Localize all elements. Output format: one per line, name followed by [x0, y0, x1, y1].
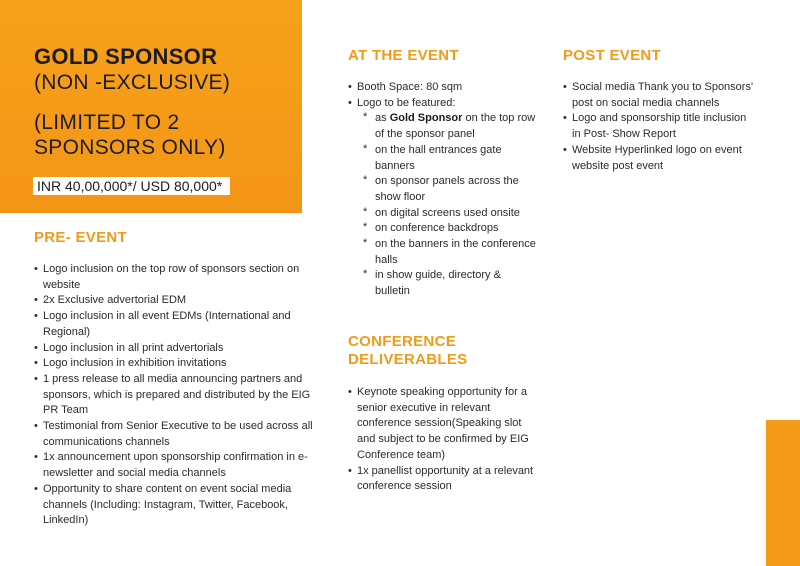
sub-list-item-text: in show guide, directory & bulletin: [375, 269, 501, 298]
bullet-icon: •: [34, 263, 38, 275]
list-item: [563, 111, 755, 142]
list-item: [563, 80, 755, 111]
bullet-icon: •: [348, 386, 352, 398]
asterisk-icon: *: [363, 221, 368, 234]
conference-heading: [348, 333, 467, 369]
list-item: [348, 96, 538, 300]
bullet-icon: •: [34, 357, 38, 370]
list-item-text: 1x announcement upon sponsorship confirmation in e-newsletter and social media channels: [43, 451, 308, 480]
asterisk-icon: *: [363, 268, 368, 281]
list-item-text: Social media Thank you to Sponsors' post on social media channels: [572, 81, 754, 109]
header-banner: [0, 0, 302, 213]
list-item-text: 1x panellist opportunity at a relevant conference session: [357, 464, 534, 493]
accent-bar: [766, 420, 800, 566]
list-item-text: 1 press release to all media announcing partners and sponsors, which is prepared and distributed by the EIG PR Team: [43, 372, 311, 417]
logo-intro: Logo to be featured:: [357, 96, 456, 109]
pre-event-heading: PRE- EVENT: [34, 229, 128, 246]
conference-list: [348, 385, 536, 495]
bullet-icon: •: [34, 482, 38, 495]
conference-heading-line2: DELIVERABLES: [348, 351, 468, 368]
conference-heading-line1: CONFERENCE: [348, 333, 457, 350]
bullet-icon: •: [34, 310, 38, 323]
list-item: [563, 143, 755, 174]
page-title: GOLD SPONSOR: [34, 44, 218, 69]
list-item-text: Keynote speaking opportunity for a senior executive in relevant conference session(Speaking slot and subject to be confirmed by EIG Conference team): [357, 386, 529, 461]
sub-list-item: [357, 268, 538, 299]
sub-list-item: [357, 221, 538, 237]
list-item-text: Opportunity to share content on event social media channels (Including: Instagram, Twitter, Facebook, LinkedIn): [43, 482, 292, 527]
sub-list-item-text: on sponsor panels across the show floor: [375, 175, 519, 203]
list-item-text: Logo inclusion in all print advertorials: [43, 341, 224, 354]
asterisk-icon: *: [363, 237, 368, 250]
bullet-icon: •: [34, 420, 38, 433]
list-item: [34, 293, 326, 309]
list-item-text: Testimonial from Senior Executive to be used across all communications channels: [43, 420, 313, 448]
at-event-heading: AT THE EVENT: [348, 47, 459, 64]
list-item: [348, 464, 536, 495]
list-item-text: Logo inclusion on the top row of sponsors section on website: [43, 263, 300, 291]
list-item-text: Logo and sponsorship title inclusion in Post- Show Report: [572, 112, 747, 141]
bullet-icon: •: [34, 451, 38, 464]
bullet-icon: •: [348, 81, 352, 93]
sub-list-item: [357, 111, 538, 142]
bullet-icon: •: [34, 341, 38, 354]
sub-list-item: [357, 206, 538, 222]
list-item: [348, 385, 536, 464]
list-item-text: Logo inclusion in exhibition invitations: [43, 357, 227, 370]
bullet-icon: •: [34, 294, 38, 307]
list-item: [34, 372, 326, 419]
sub-item-suffix: on the top row of the sponsor panel: [375, 112, 536, 141]
asterisk-icon: *: [363, 205, 368, 218]
sub-list-item: [357, 143, 538, 174]
pre-event-list: [34, 262, 326, 529]
bullet-icon: •: [34, 372, 38, 385]
sub-list-item-text: on digital screens used onsite: [375, 206, 520, 219]
post-event-heading: POST EVENT: [563, 47, 662, 64]
list-item-text: Website Hyperlinked logo on event website post event: [572, 143, 742, 172]
sub-list-item-text: on the banners in the conference halls: [375, 238, 536, 266]
sub-list-item: [357, 174, 538, 205]
list-item: [34, 419, 326, 450]
gold-sponsor-label: Gold Sponsor: [389, 112, 463, 125]
list-item: [34, 341, 326, 357]
bullet-icon: •: [563, 112, 567, 125]
list-item: [34, 482, 326, 529]
list-item: [34, 450, 326, 481]
sub-list-item: [357, 237, 538, 268]
price-badge: INR 40,00,000*/ USD 80,000*: [33, 177, 230, 195]
asterisk-icon: *: [363, 174, 368, 187]
sub-list-item-text: on conference backdrops: [375, 222, 499, 235]
asterisk-icon: *: [363, 142, 368, 155]
logo-placement-list: [357, 111, 538, 299]
list-item-text: 2x Exclusive advertorial EDM: [43, 294, 187, 307]
at-event-list: [348, 80, 538, 300]
list-item-text: Logo inclusion in all event EDMs (International and Regional): [43, 310, 291, 338]
bullet-icon: •: [563, 81, 567, 93]
list-item: [34, 356, 326, 372]
sponsor-limit: (LIMITED TO 2 SPONSORS ONLY): [34, 111, 226, 159]
sub-list-item-text: on the hall entrances gate banners: [375, 143, 502, 172]
sub-item-prefix: as: [375, 112, 390, 125]
post-event-list: [563, 80, 755, 174]
page-subtitle: (NON -EXCLUSIVE): [34, 71, 231, 94]
bullet-icon: •: [348, 96, 352, 109]
bullet-icon: •: [563, 143, 567, 156]
list-item: [348, 80, 538, 96]
bullet-icon: •: [348, 464, 352, 477]
booth-space: Booth Space: 80 sqm: [357, 81, 463, 93]
list-item: [34, 262, 326, 293]
list-item: [34, 309, 326, 340]
asterisk-icon: *: [363, 111, 368, 124]
